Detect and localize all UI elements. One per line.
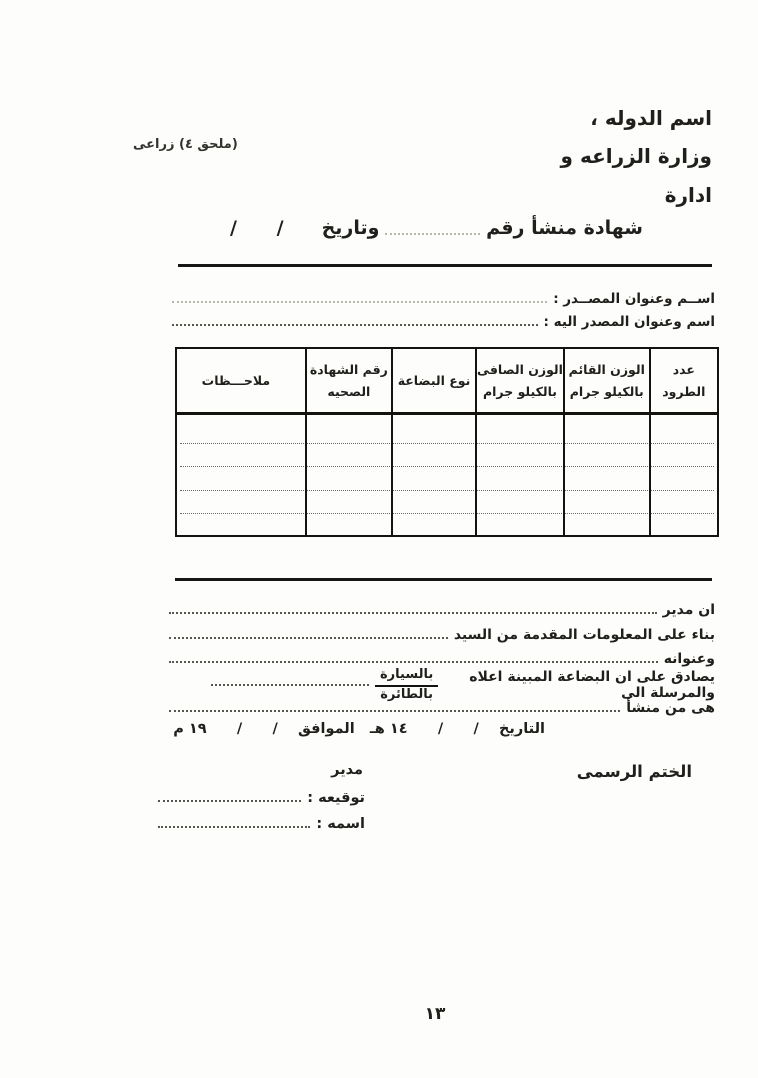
column-header-goods-type: نوع البضاعة [391,349,475,412]
declaration-based-on-line [163,627,715,643]
certifies-label: يصادق على ان البضاعة المبينة اعلاه والمرسلة الى [469,669,715,701]
goods-table-body-columns [177,415,717,535]
certificate-title-line [230,217,643,239]
transport-mode-choice [375,667,438,703]
origin-dotted-blank [169,710,620,712]
column-header-gross-weight: الوزن القائم بالكيلو جرام [563,349,649,412]
name-field [152,816,365,832]
director-dotted-blank [169,612,657,614]
exporter-label: اســم وعنوان المصــدر : [553,291,715,307]
body-cell-net-weight [475,415,563,535]
exporter-dotted-blank [172,301,547,303]
body-cell-goods-type [391,415,475,535]
goods-table-header-row [177,349,717,415]
origin-label: هى من منشأ [626,700,715,716]
certificate-title-label: شهادة منشأ رقم [486,217,643,239]
official-seal-label: الختم الرسمى [576,762,692,781]
declaration-certifies-line [205,668,715,702]
body-cell-remarks [167,415,305,535]
divider-line-top [178,264,712,267]
by-plane-label: بالطائرة [380,686,434,702]
column-header-packages-count: عدد الطرود [649,349,717,412]
by-car-label: بالسيارة [375,667,438,686]
consignee-field [166,314,715,330]
page-number: ١٣ [424,1004,446,1024]
name-dotted-blank [158,826,310,828]
based-on-label: بناء على المعلومات المقدمة من السيد [453,627,715,643]
director-line-label: ان مدير [662,602,715,618]
column-header-net-weight: الوزن الصافى بالكيلو جرام [475,349,563,412]
body-cell-health-certificate-number [305,415,391,535]
signature-dotted-blank [158,800,301,802]
based-on-dotted-blank [169,637,448,639]
column-header-remarks: ملاحـــظات [201,372,271,388]
date-slashes: / / [230,217,284,239]
goods-table [175,347,719,537]
column-header-health-certificate-number: رقم الشهادة الصحيه [305,349,391,412]
declaration-address-line [163,651,715,667]
country-name-line: اسم الدوله ، [590,106,712,130]
address-dotted-blank [169,661,658,663]
body-cell-gross-weight [563,415,649,535]
and-date-label: وتاريخ [321,217,380,239]
transport-dotted-blank [211,684,369,686]
goods-table-body-row [177,415,717,535]
consignee-dotted-blank [172,324,538,326]
signature-field [152,790,365,806]
divider-line-bottom [175,578,712,581]
consignee-label: اسم وعنوان المصدر اليه : [543,314,715,330]
ministry-line: وزارة الزراعه و [560,144,712,168]
name-label: اسمه : [316,816,365,832]
certificate-number-dotted-blank [385,233,480,235]
date-line: التاريخ / / ١٤ هـ الموافق / / ١٩ م [173,721,545,737]
director-title-label: مدير [331,762,363,778]
annex-note: (ملحق ٤) زراعى [133,137,238,152]
exporter-field [166,291,715,307]
address-label: وعنوانه [663,651,715,667]
body-cell-packages-count [649,415,717,535]
declaration-director-line [163,602,715,618]
declaration-origin-line [163,700,715,716]
signature-label: توقيعه : [307,790,365,806]
department-line: ادارة [664,183,712,207]
